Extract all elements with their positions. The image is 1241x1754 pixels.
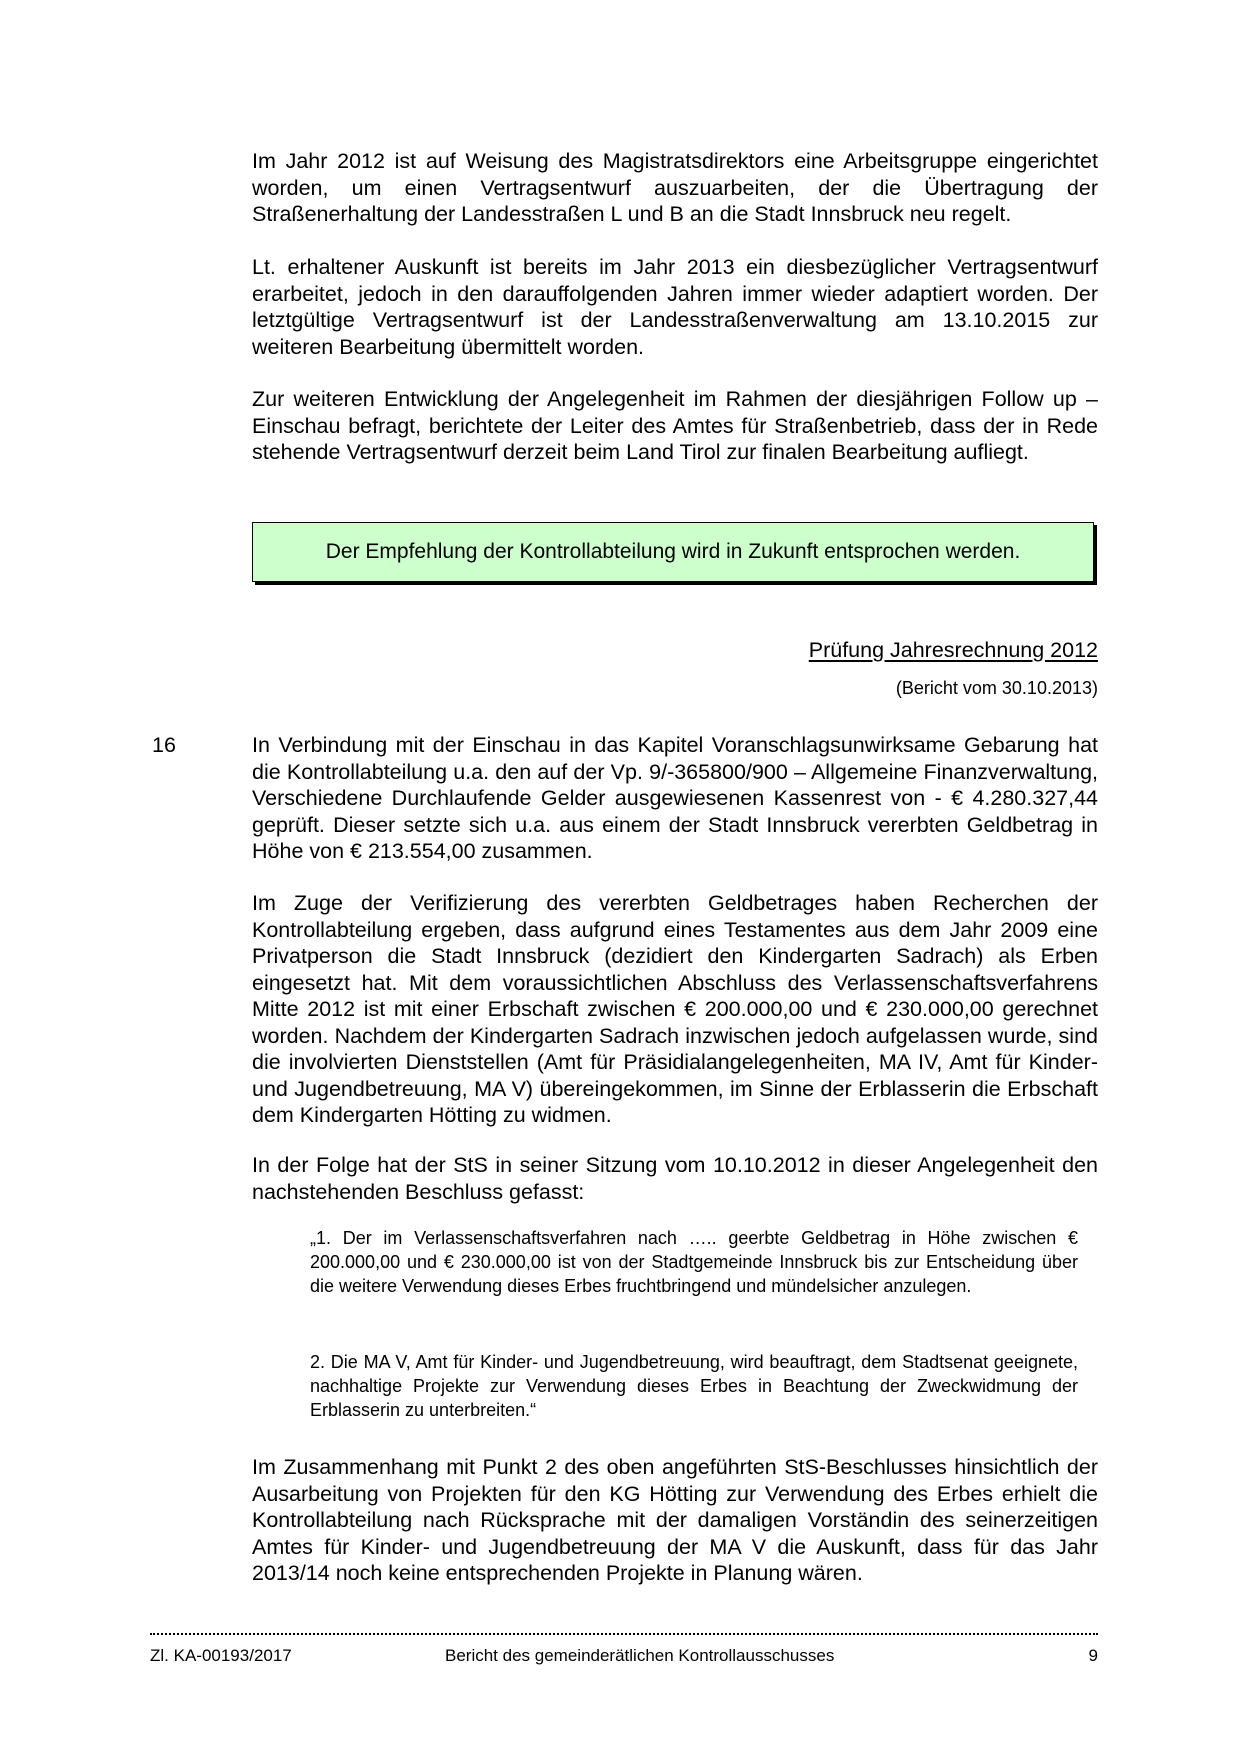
footer-title: Bericht des gemeinderätlichen Kontrollausschusses [445,1646,835,1665]
paragraph-projects: Im Zusammenhang mit Punkt 2 des oben angeführten StS-Beschlusses hinsichtlich der Ausarbeitung von Projekten für den KG Hötting zur Verwendung des Erbes erhielt die Kontrollabteilung nach Rücksprache mit der damaligen Vorständin des seinerzeitigen Amtes für Kinder- und Jugendbetreuung der MA V die Auskunft, dass für das Jahr 2013/14 noch keine entsprechenden Projekte in Planung wären. [252,1455,1098,1585]
section-heading: Prüfung Jahresrechnung 2012 [808,638,1098,662]
quote-resolution-point-2: 2. Die MA V, Amt für Kinder- und Jugendbetreuung, wird beauftragt, dem Stadtsenat geeignete, nachhaltige Projekte zur Verwendung dieses Erbes in Beachtung der Zweckwidmung der Erblasserin zu unterbreiten.“ [310,1352,1078,1420]
report-date: (Bericht vom 30.10.2013) [895,678,1098,698]
paragraph-inheritance: Im Zuge der Verifizierung des vererbten Geldbetrages haben Recherchen der Kontrollabteilung ergeben, dass aufgrund eines Testamentes aus dem Jahr 2009 eine Privatperson die Stadt Innsbruck (dezidiert den Kindergarten Sadrach) als Erben eingesetzt hat. Mit dem voraussichtlichen Abschluss des Verlassenschaftsverfahrens Mitte 2012 ist mit einer Erbschaft zwischen € 200.000,00 und € 230.000,00 gerechnet worden. Nachdem der Kindergarten Sadrach inzwischen jedoch aufgelassen wurde, sind die involvierten Dienststellen (Amt für Präsidialangelegenheiten, MA IV, Amt für Kinder- und Jugendbetreuung, MA V) übereingekommen, im Sinne der Erblasserin die Erbschaft dem Kindergarten Hötting zu widmen. [252,891,1098,1127]
item-number: 16 [152,733,176,757]
recommendation-text: Der Empfehlung der Kontrollabteilung wird in Zukunft entsprochen werden. [325,540,1021,563]
paragraph-resolution-intro: In der Folge hat der StS in seiner Sitzung vom 10.10.2012 in dieser Angelegenheit den nachstehenden Beschluss gefasst: [252,1153,1098,1204]
quote-resolution-point-1: „1. Der im Verlassenschaftsverfahren nach ….. geerbte Geldbetrag in Höhe zwischen € 200.000,00 und € 230.000,00 ist von der Stadtgemeinde Innsbruck bis zur Entscheidung über die weitere Verwendung dieses Erbes fruchtbringend und mündelsicher anzulegen. [310,1228,1078,1296]
paragraph-contract-draft: Lt. erhaltener Auskunft ist bereits im Jahr 2013 ein diesbezüglicher Vertragsentwurf erarbeitet, jedoch in den darauffolgenden Jahren immer wieder adaptiert worden. Der letztgültige Vertragsentwurf ist der Landesstraßenverwaltung am 13.10.2015 zur weiteren Bearbeitung übermittelt worden. [252,255,1098,359]
paragraph-follow-up: Zur weiteren Entwicklung der Angelegenheit im Rahmen der diesjährigen Follow up – Einschau befragt, berichtete der Leiter des Amtes für Straßenbetrieb, dass der in Rede stehende Vertragsentwurf derzeit beim Land Tirol zur finalen Bearbeitung aufliegt. [252,387,1098,464]
footer-reference: Zl. KA-00193/2017 [150,1646,292,1665]
recommendation-box [252,522,1094,582]
footer-divider [150,1633,1098,1635]
paragraph-working-group: Im Jahr 2012 ist auf Weisung des Magistratsdirektors eine Arbeitsgruppe eingerichtet worden, um einen Vertragsentwurf auszuarbeiten, der die Übertragung der Straßenerhaltung der Landesstraßen L und B an die Stadt Innsbruck neu regelt. [252,149,1098,226]
paragraph-cash-balance: In Verbindung mit der Einschau in das Kapitel Voranschlagsunwirksame Gebarung hat die Kontrollabteilung u.a. den auf der Vp. 9/-365800/900 – Allgemeine Finanzverwaltung, Verschiedene Durchlaufende Gelder ausgewiesenen Kassenrest von - € 4.280.327,44 geprüft. Dieser setzte sich u.a. aus einem der Stadt Innsbruck vererbten Geldbetrag in Höhe von € 213.554,00 zusammen. [252,733,1098,863]
page-number: 9 [1088,1646,1098,1665]
